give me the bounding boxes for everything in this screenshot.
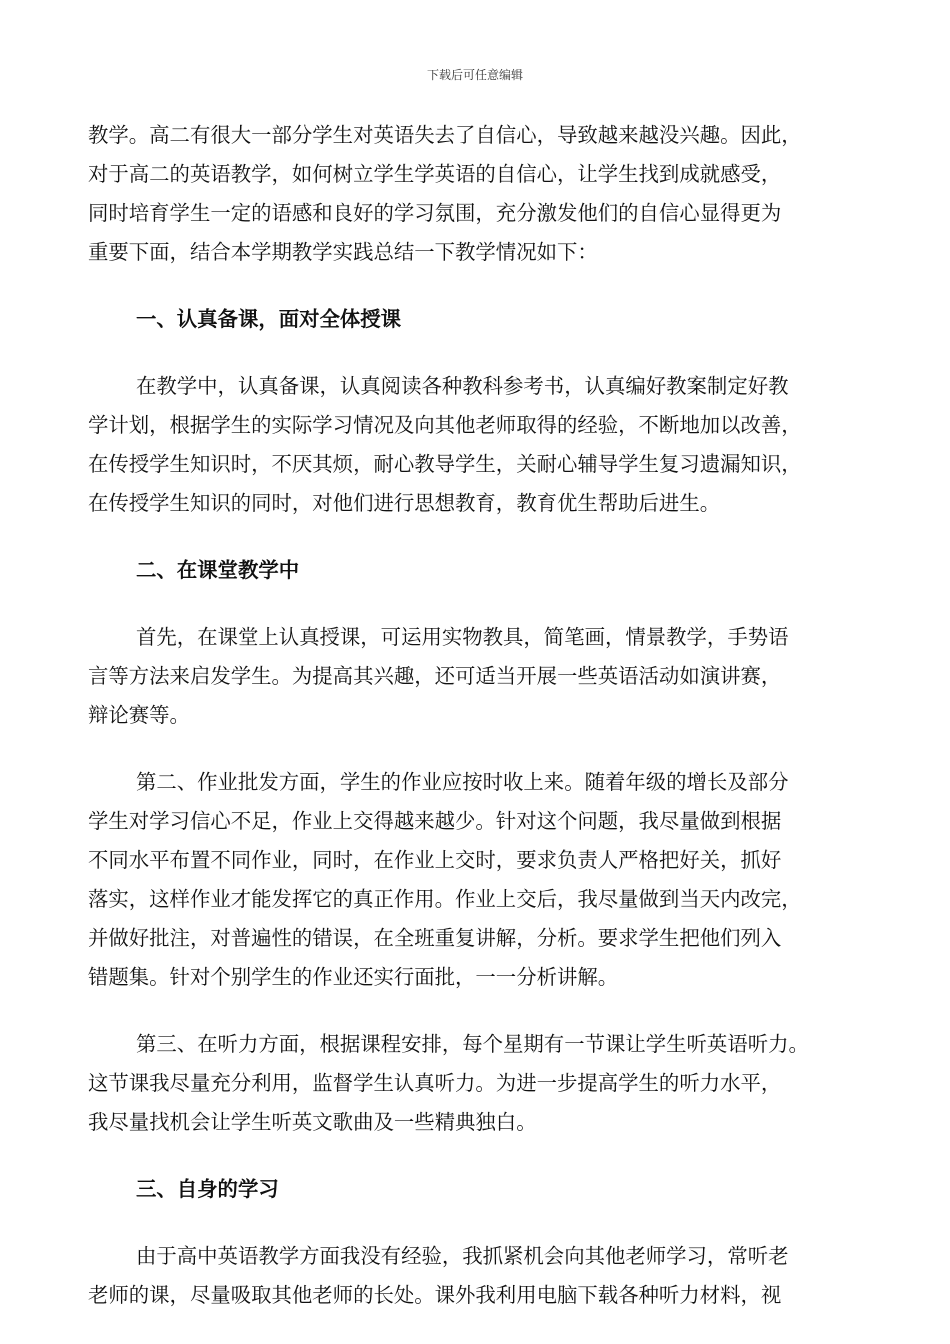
text-line: 对于高二的英语教学，如何树立学生学英语的自信心，让学生找到成就感受， <box>88 162 782 186</box>
text-line: 老师的课，尽量吸取其他老师的长处。课外我利用电脑下载各种听力材料，视 <box>88 1283 782 1307</box>
text-line: 并做好批注，对普遍性的错误，在全班重复讲解，分析。要求学生把他们列入 <box>88 926 782 950</box>
text-line: 同时培育学生一定的语感和良好的学习氛围，充分激发他们的自信心显得更为 <box>88 201 782 225</box>
text-line: 第二、作业批发方面，学生的作业应按时收上来。随着年级的增长及部分 <box>136 770 789 794</box>
text-line: 错题集。针对个别学生的作业还实行面批，一一分析讲解。 <box>88 965 619 989</box>
text-line: 学生对学习信心不足，作业上交得越来越少。针对这个问题，我尽量做到根据 <box>88 809 782 833</box>
paragraph <box>88 1237 863 1315</box>
text-line: 辩论赛等。 <box>88 703 190 727</box>
paragraph <box>88 618 863 735</box>
text-line: 不同水平布置不同作业，同时，在作业上交时，要求负责人严格把好关，抓好 <box>88 848 782 872</box>
page-header: 下载后可任意编辑 <box>426 68 523 82</box>
paragraph <box>88 116 863 272</box>
text-line: 教学。高二有很大一部分学生对英语失去了自信心，导致越来越没兴趣。因此， <box>88 123 802 147</box>
section-heading: 二、在课堂教学中 <box>136 558 300 582</box>
text-line: 这节课我尽量充分利用，监督学生认真听力。为进一步提高学生的听力水平， <box>88 1071 782 1095</box>
text-line: 重要下面，结合本学期教学实践总结一下教学情况如下： <box>88 240 598 264</box>
text-line: 言等方法来启发学生。为提高其兴趣，还可适当开展一些英语活动如演讲赛， <box>88 664 782 688</box>
text-line: 在传授学生知识时，不厌其烦，耐心教导学生，关耐心辅导学生复习遗漏知识， <box>88 452 802 476</box>
section-heading: 一、认真备课，面对全体授课 <box>136 307 402 331</box>
text-line: 落实，这样作业才能发挥它的真正作用。作业上交后，我尽量做到当天内改完， <box>88 887 802 911</box>
text-line: 第三、在听力方面，根据课程安排，每个星期有一节课让学生听英语听力。 <box>136 1032 809 1056</box>
text-line: 学计划，根据学生的实际学习情况及向其他老师取得的经验，不断地加以改善， <box>88 413 802 437</box>
text-line: 首先，在课堂上认真授课，可运用实物教具，简笔画，情景教学，手势语 <box>136 625 789 649</box>
text-line: 由于高中英语教学方面我没有经验，我抓紧机会向其他老师学习，常听老 <box>136 1244 789 1268</box>
text-line: 在教学中，认真备课，认真阅读各种教科参考书，认真编好教案制定好教 <box>136 374 789 398</box>
paragraph <box>88 367 863 523</box>
paragraph <box>88 763 863 997</box>
paragraph <box>88 1025 863 1142</box>
text-line: 在传授学生知识的同时，对他们进行思想教育，教育优生帮助后进生。 <box>88 491 721 515</box>
text-line: 我尽量找机会让学生听英文歌曲及一些精典独白。 <box>88 1110 537 1134</box>
document-body <box>88 116 863 1315</box>
section-heading: 三、自身的学习 <box>136 1177 279 1201</box>
